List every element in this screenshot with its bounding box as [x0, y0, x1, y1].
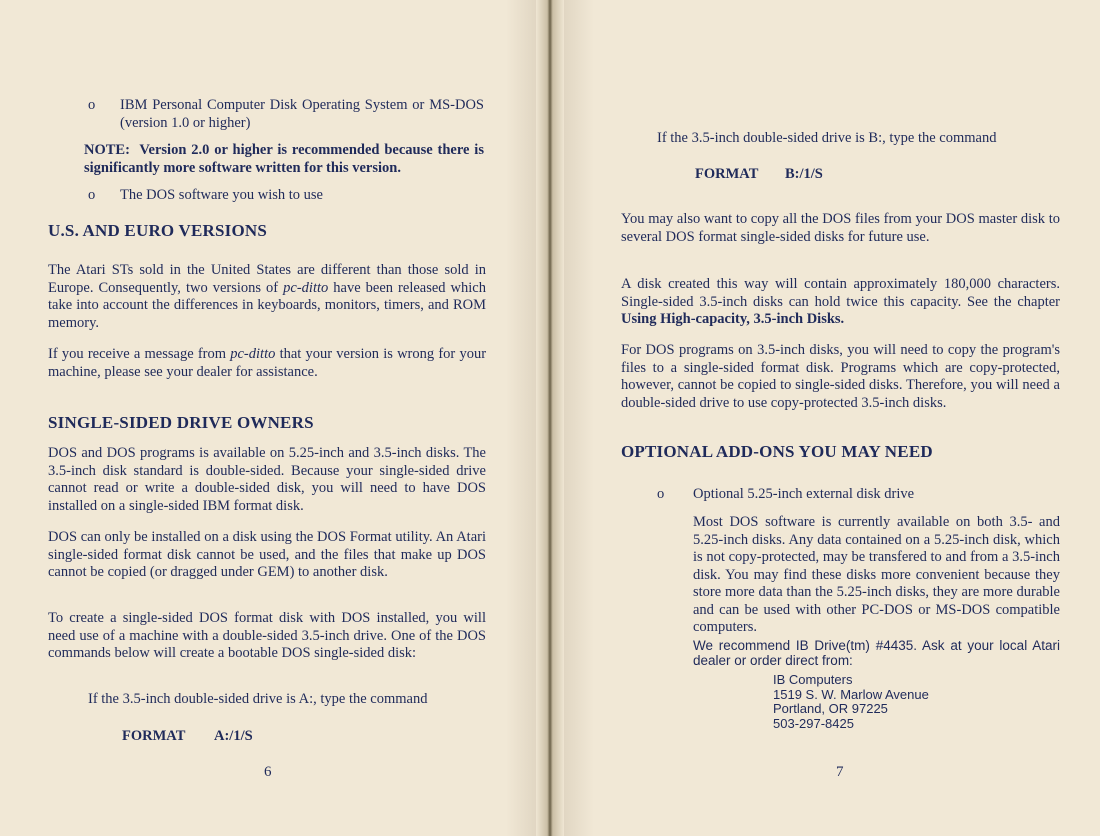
left-page — [0, 0, 546, 836]
paragraph-wrong-version — [48, 346, 486, 381]
requirement-dos-software: The DOS software you wish to use — [120, 187, 323, 203]
paragraph-us-euro-part2: have been released which take into account the differences in keyboards, monitors, timers, and ROM memory. — [48, 279, 486, 331]
heading-us-euro-versions: U.S. AND EURO VERSIONS — [48, 221, 268, 240]
bullet-marker: o — [88, 187, 96, 203]
product-name-pc-ditto: pc-ditto — [230, 346, 276, 362]
paragraph-single-sided-1: DOS and DOS programs is available on 5.25-inch and 3.5-inch disks. The 3.5-inch disk standard is double-sided. Because your single-sided drive cannot read or write a double-sided disk, you will need to have DOS installed on a single-sided IBM format disk. — [48, 445, 486, 514]
format-command-label: FORMAT — [122, 728, 186, 744]
address-company: IB Computers — [773, 672, 853, 687]
paragraph-capacity-text: A disk created this way will contain approximately 180,000 characters. Single-sided 3.5-inch disks can hold twice this capacity. See the chapter — [621, 276, 1060, 310]
book-gutter — [536, 0, 564, 836]
paragraph-copy-dos-files: You may also want to copy all the DOS files from your DOS master disk to several DOS format single-sided disks for future use. — [621, 211, 1060, 245]
heading-optional-add-ons: OPTIONAL ADD-ONS YOU MAY NEED — [621, 442, 933, 461]
paragraph-us-euro — [48, 262, 486, 332]
requirement-dos-version: IBM Personal Computer Disk Operating System or MS-DOS (version 1.0 or higher) — [120, 97, 484, 131]
note-block — [84, 142, 484, 177]
heading-single-sided-drive-owners: SINGLE-SIDED DRIVE OWNERS — [48, 413, 314, 432]
paragraph-single-sided-2: DOS can only be installed on a disk using the DOS Format utility. An Atari single-sided format disk cannot be used, and the files that make up DOS cannot be copied (or dragged under GEM) to another disk. — [48, 529, 486, 580]
bullet-marker: o — [88, 97, 96, 113]
paragraph-recommendation: We recommend IB Drive(tm) #4435. Ask at your local Atari dealer or order direct from: — [693, 638, 1060, 668]
chapter-reference-high-capacity: Using High-capacity, 3.5-inch Disks. — [621, 311, 845, 327]
page-number-left: 6 — [264, 764, 272, 780]
note-text: Version 2.0 or higher is recommended because there is significantly more software written for this version. — [84, 142, 484, 176]
format-command-arg-b: B:/1/S — [785, 166, 823, 182]
drive-b-instruction: If the 3.5-inch double-sided drive is B:, type the command — [657, 130, 997, 146]
note-label: NOTE: — [84, 142, 130, 158]
product-name-pc-ditto: pc-ditto — [283, 279, 329, 296]
bullet-marker: o — [657, 486, 665, 502]
paragraph-single-sided-3: To create a single-sided DOS format disk with DOS installed, you will need use of a machine with a double-sided 3.5-inch drive. One of the DOS commands below will create a bootable DOS single-sided disk: — [48, 610, 486, 661]
paragraph-disk-capacity — [621, 276, 1060, 329]
addon-external-disk-drive: Optional 5.25-inch external disk drive — [693, 486, 915, 502]
vendor-address — [773, 673, 929, 731]
page-number-right: 7 — [836, 764, 844, 780]
paragraph-wrong-part2: that your version is wrong for your machine, please see your dealer for assistance. — [48, 346, 487, 380]
drive-a-instruction: If the 3.5-inch double-sided drive is A:, type the command — [88, 691, 428, 707]
paragraph-dos-programs: For DOS programs on 3.5-inch disks, you will need to copy the program's files to a single-sided format disk. Programs which are copy-protected, however, cannot be copied to single-sided disks. Therefore, you will need a double-sided drive to use copy-protected 3.5-inch disks. — [621, 342, 1060, 411]
address-street: 1519 S. W. Marlow Avenue — [773, 686, 929, 702]
paragraph-us-euro-part1: The Atari STs sold in the United States are different than those sold in Europe. Consequently, two versions of — [48, 262, 486, 296]
address-phone: 503-297-8425 — [773, 715, 854, 731]
format-command-arg-a: A:/1/S — [214, 728, 253, 744]
paragraph-wrong-part1: If you receive a message from — [48, 346, 227, 362]
address-city: Portland, OR 97225 — [773, 701, 888, 716]
right-page — [554, 0, 1100, 836]
format-command-label: FORMAT — [695, 166, 759, 182]
paragraph-addon-details: Most DOS software is currently available on both 3.5- and 5.25-inch disks. Any data contained on a 5.25-inch disk, which is not copy-protected, may be transfered to and from a 3.5-inch disk. You may find these disks more convenient because they store more data than the 5.25-inch disks, they are more durable and can be used with other PC-DOS or MS-DOS compatible computers. — [693, 514, 1060, 635]
